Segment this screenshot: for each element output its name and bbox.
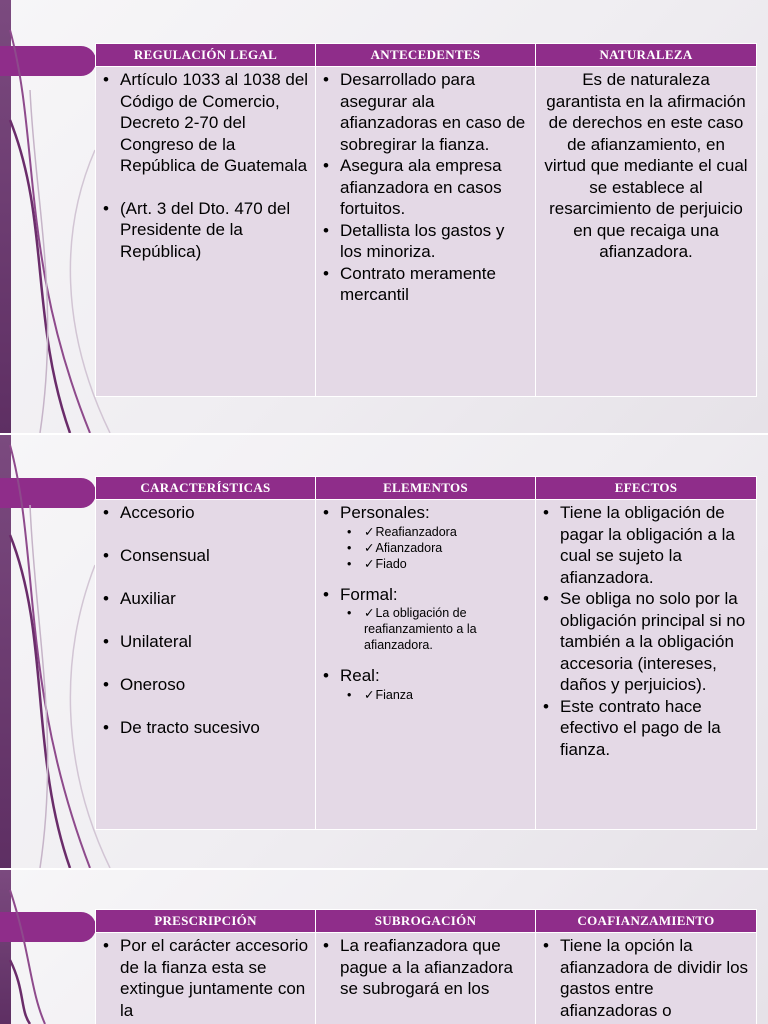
cell-elementos	[316, 500, 536, 830]
cell-coafianzamiento	[536, 933, 757, 1024]
side-tab	[0, 478, 96, 508]
list-item: • Unilateral	[102, 631, 309, 653]
header-regulacion-legal: REGULACIÓN LEGAL	[96, 44, 316, 67]
list-item: • Detallista los gastos y los minoriza.	[322, 220, 529, 263]
list-item: • Contrato meramente mercantil	[322, 263, 529, 306]
header-antecedentes: ANTECEDENTES	[316, 44, 536, 67]
header-coafianzamiento: COAFIANZAMIENTO	[536, 910, 757, 933]
cell-caracteristicas	[96, 500, 316, 830]
cell-efectos	[536, 500, 757, 830]
table-1	[95, 43, 757, 397]
header-naturaleza: NATURALEZA	[536, 44, 757, 67]
list-item: • Desarrollado para asegurar ala afianzadoras en caso de sobregirar la fianza.	[322, 69, 529, 155]
list-item	[322, 502, 529, 572]
header-prescripcion: PRESCRIPCIÓN	[96, 910, 316, 933]
cell-naturaleza: Es de naturaleza garantista en la afirmación de derechos en este caso de afianzamiento, en virtud que mediante el cual se establece al resarcimiento de perjuicio en que recaiga una afianzadora.	[536, 67, 757, 397]
list-item: • (Art. 3 del Dto. 470 del Presidente de la República)	[102, 198, 309, 263]
header-efectos: EFECTOS	[536, 477, 757, 500]
list-item: • Asegura ala empresa afianzadora en casos fortuitos.	[322, 155, 529, 220]
check-icon: ✓	[364, 687, 375, 702]
list-item: • Este contrato hace efectivo el pago de la fianza.	[542, 696, 750, 761]
check-icon: ✓	[364, 524, 375, 539]
sub-item: • ✓Fiado	[346, 556, 529, 572]
cell-subrogacion	[316, 933, 536, 1024]
sub-item: • ✓Reafianzadora	[346, 524, 529, 540]
table-2	[95, 476, 757, 830]
side-bar	[0, 870, 11, 1024]
list-item	[322, 584, 529, 654]
check-icon: ✓	[364, 540, 375, 555]
list-item: • Artículo 1033 al 1038 del Código de Comercio, Decreto 2-70 del Congreso de la República de Guatemala	[102, 69, 309, 177]
slide-1	[0, 0, 768, 433]
check-icon: ✓	[364, 606, 375, 620]
header-caracteristicas: CARACTERÍSTICAS	[96, 477, 316, 500]
list-item: • Tiene la obligación de pagar la obligación a la cual se sujeto la afianzadora.	[542, 502, 750, 588]
header-subrogacion: SUBROGACIÓN	[316, 910, 536, 933]
list-item	[322, 665, 529, 703]
list-item: • Consensual	[102, 545, 309, 567]
sub-item: • ✓La obligación de reafianzamiento a la afianzadora.	[346, 605, 529, 653]
list-item: • De tracto sucesivo	[102, 717, 309, 739]
list-item: • Se obliga no solo por la obligación principal si no también a la obligación accesoria (intereses, daños y perjuicios).	[542, 588, 750, 696]
side-tab	[0, 46, 96, 76]
cell-regulacion-legal	[96, 67, 316, 397]
cell-antecedentes	[316, 67, 536, 397]
element-label: Formal:	[340, 584, 398, 604]
list-item: • Auxiliar	[102, 588, 309, 610]
element-label: Real:	[340, 666, 380, 685]
slide-3	[0, 870, 768, 1024]
list-item: • Accesorio	[102, 502, 309, 524]
side-tab	[0, 912, 96, 942]
slide-2	[0, 435, 768, 868]
table-3	[95, 909, 757, 1024]
header-elementos: ELEMENTOS	[316, 477, 536, 500]
list-item: • Oneroso	[102, 674, 309, 696]
list-item: • Por el carácter accesorio de la fianza esta se extingue juntamente con la	[102, 935, 309, 1021]
sub-item: • ✓Afianzadora	[346, 540, 529, 556]
element-label: Personales:	[340, 503, 430, 522]
list-item: • La reafianzadora que pague a la afianzadora se subrogará en los	[322, 935, 529, 1000]
list-item: • Tiene la opción la afianzadora de dividir los gastos entre afianzadoras o	[542, 935, 750, 1021]
cell-prescripcion	[96, 933, 316, 1024]
sub-item: • ✓Fianza	[346, 687, 529, 703]
check-icon: ✓	[364, 556, 375, 571]
